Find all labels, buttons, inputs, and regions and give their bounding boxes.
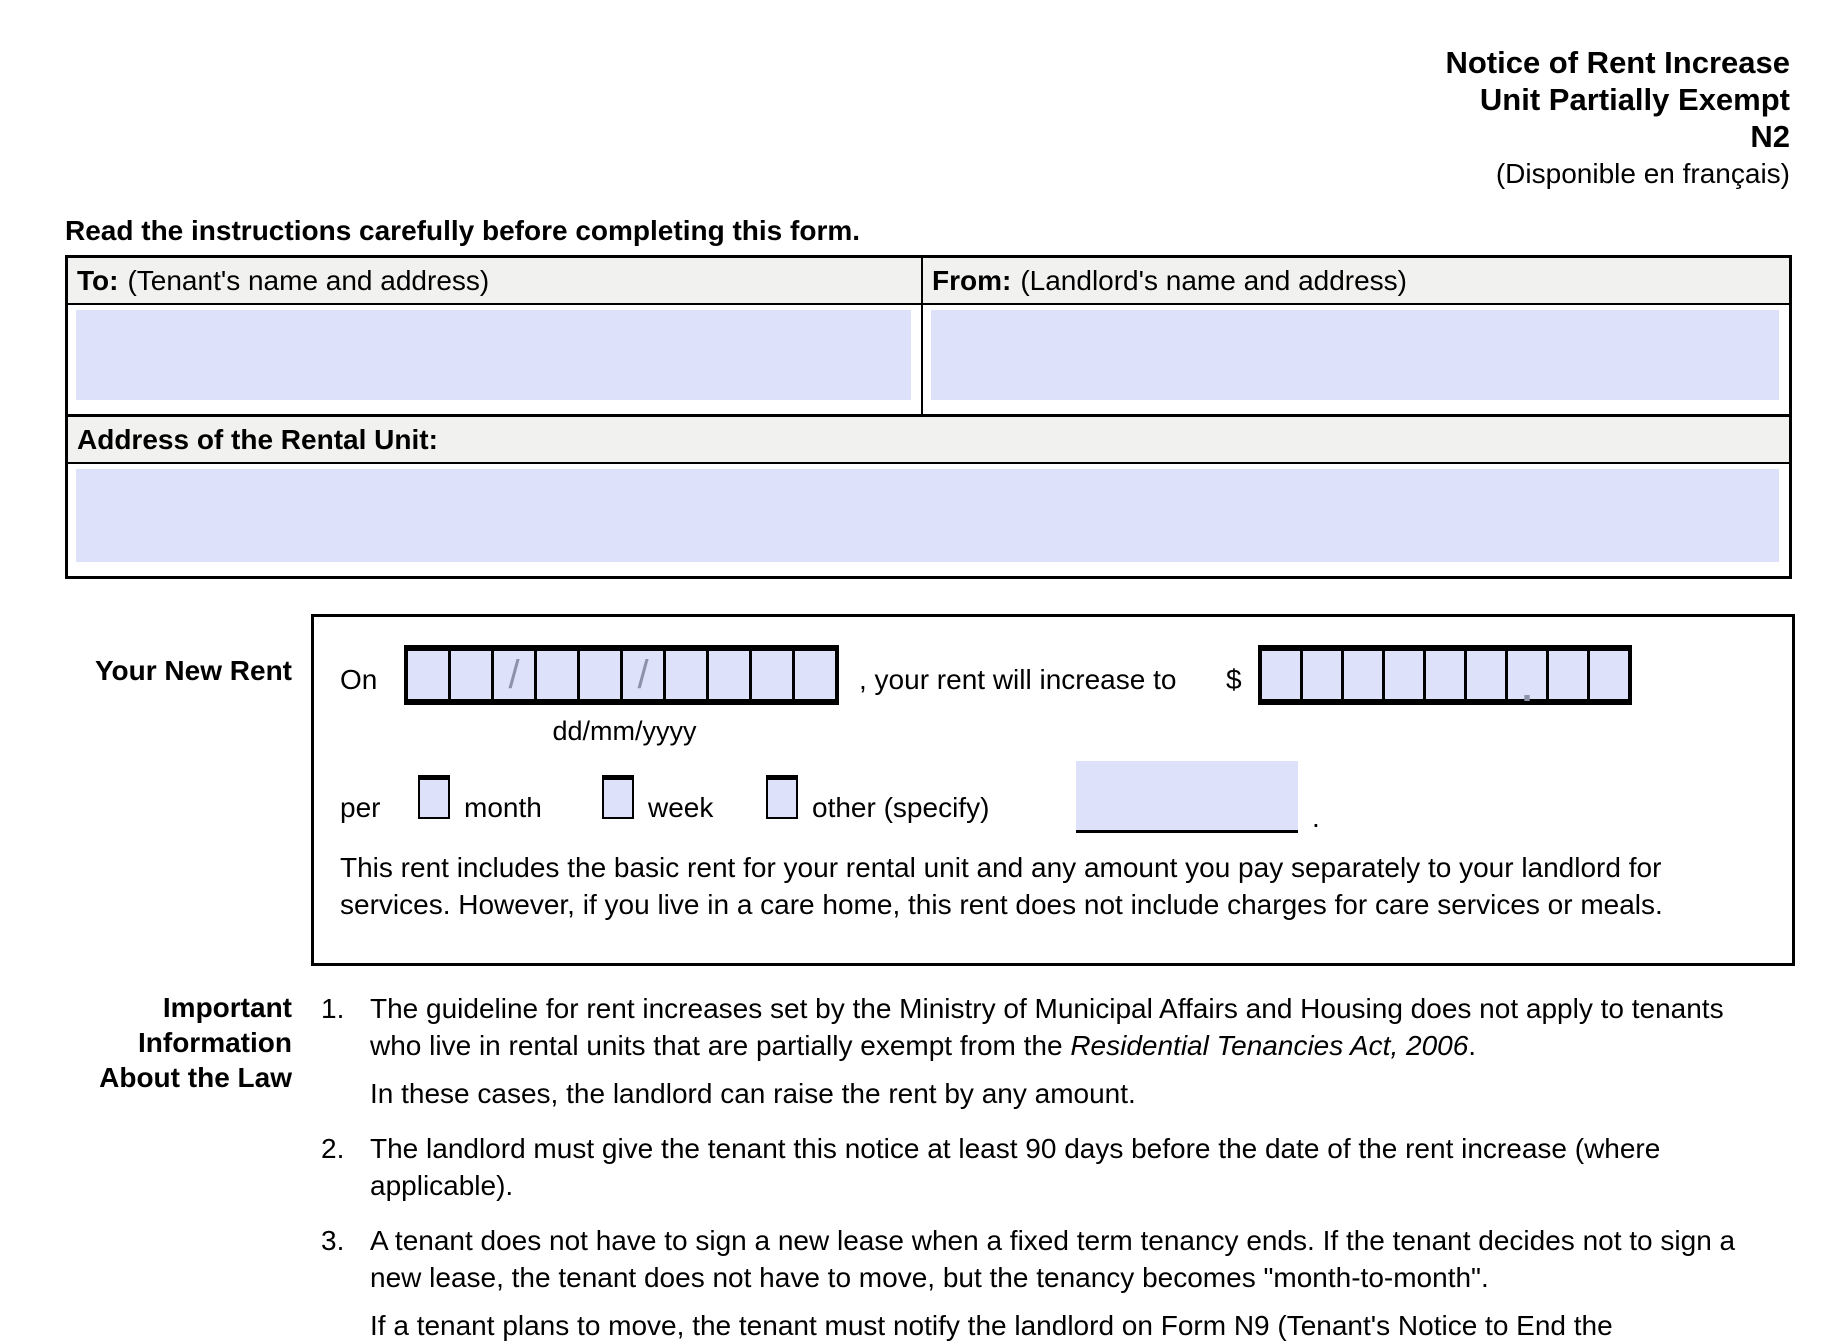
form-title-block: [1445, 44, 1790, 192]
other-specify-label: other (specify): [812, 792, 990, 823]
date-cell[interactable]: [706, 651, 749, 699]
date-cell[interactable]: [792, 651, 835, 699]
law-item-1: [321, 990, 1770, 1112]
month-label: month: [464, 792, 542, 823]
to-header-cell: [68, 258, 923, 303]
from-label: From:: [932, 265, 1012, 296]
amount-cell[interactable]: [1587, 651, 1628, 699]
rent-increase-date-input: [404, 645, 839, 705]
rent-note: This rent includes the basic rent for your rental unit and any amount you pay separately to your landlord for services. However, if you live in a care home, this rent does not include charges for care services or meals.: [340, 852, 1663, 920]
law-item-2: [321, 1130, 1700, 1204]
to-hint: (Tenant's name and address): [127, 265, 490, 296]
party-table: [65, 255, 1792, 579]
dollar-sign: $: [1226, 664, 1242, 695]
law-item-number: 1.: [321, 993, 345, 1024]
law-item-paragraph: The landlord must give the tenant this notice at least 90 days before the date of the rent increase (where applicable).: [370, 1133, 1661, 1201]
date-cell[interactable]: [534, 651, 577, 699]
amount-cell[interactable]: [1464, 651, 1505, 699]
your-new-rent-box: [311, 614, 1795, 966]
rental-unit-address-input[interactable]: [76, 469, 1779, 562]
month-checkbox[interactable]: [418, 775, 450, 819]
statute-name: Residential Tenancies Act, 2006: [1070, 1030, 1469, 1061]
law-item-text: [370, 1130, 1700, 1204]
increase-text: , your rent will increase to: [859, 664, 1177, 695]
amount-cell[interactable]: [1546, 651, 1587, 699]
date-cell[interactable]: [663, 651, 706, 699]
to-from-input-row: [68, 305, 1789, 417]
tenant-input-cell: [68, 305, 923, 414]
tenant-name-address-input[interactable]: [76, 310, 911, 400]
instructions-text: Read the instructions carefully before completing this form.: [65, 215, 861, 246]
rental-unit-label: Address of the Rental Unit:: [77, 424, 438, 455]
important-info-heading: [65, 990, 292, 1095]
law-item-text: [370, 990, 1770, 1112]
date-separator-cell: /: [491, 651, 534, 699]
rental-unit-input-row: [68, 464, 1789, 576]
from-hint: (Landlord's name and address): [1020, 265, 1408, 296]
law-item-paragraph: A tenant does not have to sign a new lease when a fixed term tenancy ends. If the tenant decides not to sign a new lease, the tenant does not have to move, but the tenancy becomes "month-to-month".: [370, 1225, 1736, 1293]
rental-unit-input-cell: [68, 464, 1789, 576]
form-subtitle: Unit Partially Exempt: [1479, 82, 1790, 117]
date-separator-cell: /: [620, 651, 663, 699]
your-new-rent-label: Your New Rent: [94, 655, 292, 686]
date-cell[interactable]: [577, 651, 620, 699]
law-item-paragraph: The guideline for rent increases set by the Ministry of Municipal Affairs and Housing does not apply to tenants who live in rental units that are partially exempt from the Residential Tenancies Act, 2006.: [370, 993, 1724, 1061]
law-item-number: 3.: [321, 1225, 345, 1256]
date-cell[interactable]: [448, 651, 491, 699]
law-item-3: [321, 1222, 1750, 1344]
decimal-point-cell: .: [1505, 651, 1546, 699]
important-info-heading-line: Important: [162, 992, 292, 1023]
amount-cell[interactable]: [1423, 651, 1464, 699]
per-label: per: [340, 792, 381, 823]
law-item-text: [370, 1222, 1750, 1344]
date-cell[interactable]: [749, 651, 792, 699]
amount-cell[interactable]: [1341, 651, 1382, 699]
landlord-name-address-input[interactable]: [931, 310, 1779, 400]
amount-cell[interactable]: [1382, 651, 1423, 699]
week-checkbox[interactable]: [602, 775, 634, 819]
from-header-cell: [923, 258, 1789, 303]
important-info-heading-line: Information: [138, 1027, 292, 1058]
date-format-hint: dd/mm/yyyy: [552, 716, 697, 746]
rental-unit-header-cell: [68, 417, 1789, 462]
landlord-input-cell: [923, 305, 1789, 414]
form-title: Notice of Rent Increase: [1445, 45, 1790, 80]
amount-cell[interactable]: [1300, 651, 1341, 699]
to-label: To:: [77, 265, 119, 296]
language-note: (Disponible en français): [1495, 158, 1790, 189]
date-cell[interactable]: [408, 651, 448, 699]
amount-cell[interactable]: [1262, 651, 1300, 699]
new-rent-amount-input: [1258, 645, 1632, 713]
other-checkbox[interactable]: [766, 775, 798, 819]
important-info-heading-line: About the Law: [99, 1062, 292, 1093]
rental-unit-header-row: [68, 417, 1789, 464]
period-end-punctuation: .: [1312, 802, 1320, 833]
law-item-number: 2.: [321, 1133, 345, 1164]
form-number: N2: [1750, 119, 1790, 154]
to-from-header-row: [68, 258, 1789, 305]
on-label: On: [340, 664, 378, 695]
law-item-paragraph: In these cases, the landlord can raise the rent by any amount.: [370, 1078, 1136, 1109]
law-item-paragraph: If a tenant plans to move, the tenant must notify the landlord on Form N9 (Tenant's Notice to End the: [370, 1310, 1613, 1341]
other-specify-input[interactable]: [1076, 761, 1298, 833]
week-label: week: [648, 792, 714, 823]
